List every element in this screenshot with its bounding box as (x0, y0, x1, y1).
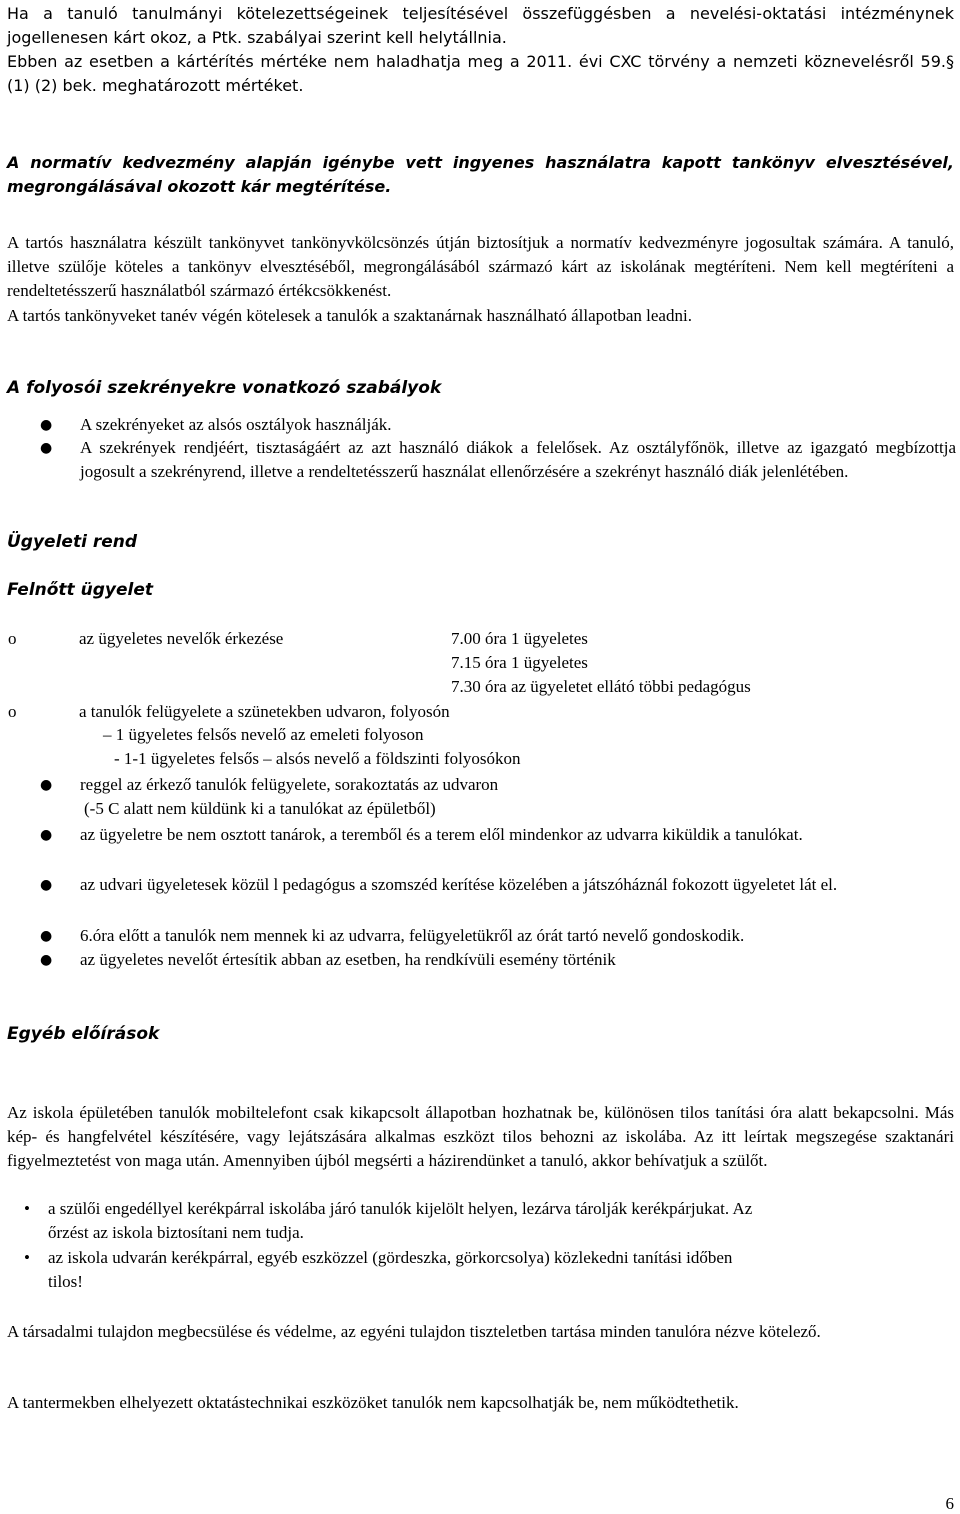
other-bullet-1: a szülői engedéllyel kerékpárral iskolába járó tanulók kijelölt helyen, lezárva tárolják kerékpárjukat. Az őrzést az iskola biztosítani nem tudja. (48, 1199, 753, 1242)
textbook-heading: A normatív kedvezmény alapján igénybe vett ingyenes használatra kapott tankönyv elvesztésével, megrongálásával okozott kár megtérítése. (7, 153, 954, 196)
bullet-dot-icon: ● (40, 877, 53, 893)
bullet-dot-icon: ● (40, 827, 53, 843)
break-label: a tanulók felügyelete a szünetekben udvaron, folyosón (79, 702, 450, 721)
lockers-heading: A folyosói szekrényekre vonatkozó szabályok (7, 378, 442, 398)
break-line-1: – 1 ügyeletes felsős nevelő az emeleti folyoson (103, 725, 424, 744)
duty-heading: Ügyeleti rend (7, 532, 137, 552)
textbook-paragraph-1: A tartós használatra készült tankönyvet tankönyvkölcsönzés útján biztosítjuk a normatív kedvezményre jogosultak számára. A tanuló, illetve szülője köteles a tankönyv elvesztéséből, megrongálásából származó kárt az iskolának megtéríteni. Nem kell megtéríteni a rendeltetésszerű használatból származó értékcsökkenést. (7, 233, 954, 300)
intro-paragraph-2: Ebben az esetben a kártérítés mértéke nem haladhatja meg a 2011. évi CXC törvény a nemzeti köznevelésről 59.§ (1) (2) bek. meghatározott mértéket. (7, 52, 954, 95)
other-paragraph-3: A tantermekben elhelyezett oktatástechnikai eszközöket tanulók nem kapcsolhatják be, nem működtethetik. (7, 1393, 739, 1412)
other-paragraph-1: Az iskola épületében tanulók mobiltelefont csak kikapcsolt állapotban hozhatnak be, különösen tilos tanítási óra alatt bekapcsolni. Más kép- és hangfelvétel készítésére, vagy lejátszására alkalmas eszközt tilos behozni az iskolába. Az itt leírtak megszegése szaktanári figyelmeztetést von maga után. Amennyiben újból megsérti a házirendünket a tanuló, akkor behívatjuk a szülőt. (7, 1103, 954, 1170)
duty-bullet-note: (-5 C alatt nem küldünk ki a tanulókat az épületből) (84, 799, 436, 818)
page-number: 6 (945, 1494, 954, 1513)
duty-bullet-2: az ügyeletre be nem osztott tanárok, a teremből és a terem elől mindenkor az udvarra kiküldik a tanulókat. (80, 825, 803, 844)
bullet-dot-icon: ● (40, 928, 53, 944)
other-heading: Egyéb előírások (7, 1024, 160, 1044)
circle-bullet-icon: o (8, 629, 17, 648)
break-line-2: - 1-1 ügyeletes felsős – alsós nevelő a földszinti folyosókon (114, 749, 521, 768)
duty-bullet-1: reggel az érkező tanulók felügyelete, sorakoztatás az udvaron (80, 775, 499, 794)
bullet-dot-icon: ● (40, 417, 53, 433)
duty-subheading: Felnőtt ügyelet (7, 580, 153, 600)
arrival-time-1: 7.00 óra 1 ügyeletes (451, 629, 588, 648)
bullet-small-icon: • (24, 1248, 30, 1267)
circle-bullet-icon: o (8, 702, 17, 721)
bullet-dot-icon: ● (40, 952, 53, 968)
duty-bullet-5: az ügyeletes nevelőt értesítik abban az esetben, ha rendkívüli esemény történik (80, 950, 616, 969)
lockers-item-1: A szekrényeket az alsós osztályok használják. (80, 415, 392, 434)
bullet-dot-icon: ● (40, 777, 53, 793)
duty-bullet-3: az udvari ügyeletesek közül l pedagógus a szomszéd kerítése közelében a játszóháznál fokozott ügyeletet lát el. (80, 875, 838, 894)
bullet-small-icon: • (24, 1199, 30, 1218)
other-bullet-2: az iskola udvarán kerékpárral, egyéb eszközzel (gördeszka, görkorcsolya) közlekedni tanítási időben tilos! (48, 1248, 733, 1291)
bullet-dot-icon: ● (40, 440, 53, 456)
other-paragraph-2: A társadalmi tulajdon megbecsülése és védelme, az egyéni tulajdon tiszteletben tartása minden tanulóra nézve kötelező. (7, 1322, 821, 1341)
arrival-time-2: 7.15 óra 1 ügyeletes (451, 653, 588, 672)
arrival-time-3: 7.30 óra az ügyeletet ellátó többi pedagógus (451, 677, 751, 696)
duty-bullet-4: 6.óra előtt a tanulók nem mennek ki az udvarra, felügyeletükről az órát tartó nevelő gondoskodik. (80, 926, 745, 945)
lockers-item-2: A szekrények rendjéért, tisztaságáért az azt használó diákok a felelősek. Az osztályfőnök, illetve az igazgató megbízottja jogosult a szekrényrend, illetve a rendeltetésszerű használat ellenőrzésére a szekrényt használó diák jelenlétében. (80, 438, 956, 481)
arrival-label: az ügyeletes nevelők érkezése (79, 629, 284, 648)
textbook-paragraph-2: A tartós tankönyveket tanév végén kötelesek a tanulók a szaktanárnak használható állapotban leadni. (7, 306, 692, 325)
intro-paragraph-1: Ha a tanuló tanulmányi kötelezettségeinek teljesítésével összefüggésben a nevelési-oktatási intézménynek jogellenesen kárt okoz, a Ptk. szabályai szerint kell helytállnia. (7, 4, 954, 47)
